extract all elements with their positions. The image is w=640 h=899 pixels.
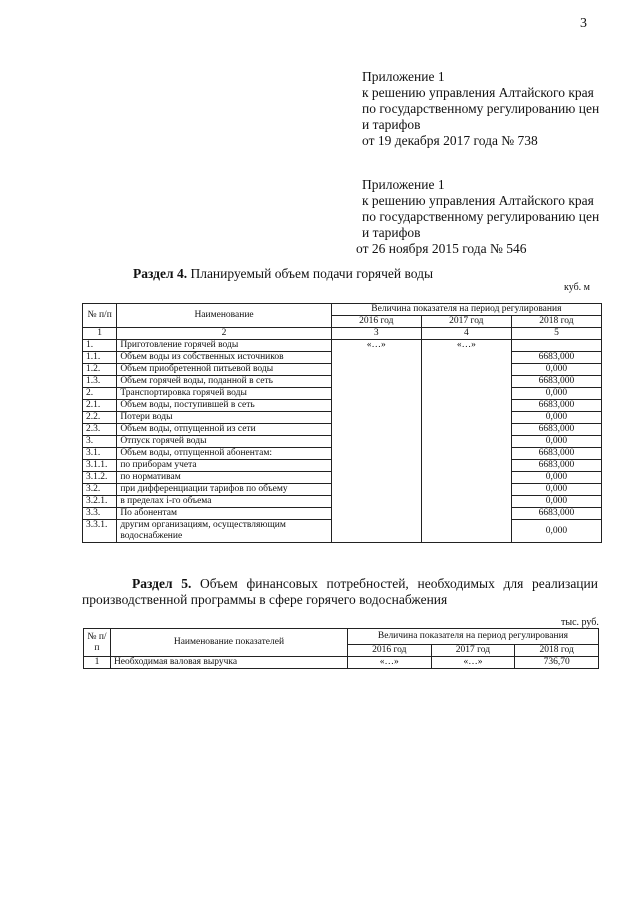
header-2016: 2016 год	[331, 316, 421, 328]
annex-line: по государственному регулированию цен	[362, 101, 600, 116]
annex-date: от 26 ноября 2015 года № 546	[356, 241, 527, 256]
row-name: Объем воды из собственных источников	[117, 352, 331, 364]
header-2016: 2016 год	[347, 645, 431, 657]
column-number: 5	[511, 328, 601, 340]
row-name: По абонентам	[117, 508, 331, 520]
hot-water-volume-table	[82, 303, 602, 543]
annex-line: к решению управления Алтайского края	[362, 193, 594, 208]
row-num: 3.3.	[83, 508, 117, 520]
annex-title: Приложение 1	[362, 177, 445, 192]
section5-unit: тыс. руб.	[561, 617, 599, 628]
section4-title	[133, 266, 433, 282]
column-number: 4	[421, 328, 511, 340]
row-name: Потери воды	[117, 412, 331, 424]
header-name: Наименование показателей	[110, 629, 347, 657]
section4-unit: куб. м	[564, 282, 591, 293]
header-period-group: Величина показателя на период регулирования	[347, 629, 598, 645]
row-num: 1.	[83, 340, 117, 352]
header-period-group: Величина показателя на период регулирования	[331, 304, 601, 316]
row-name: Объем воды, отпущенной из сети	[117, 424, 331, 436]
header-2018: 2018 год	[511, 316, 601, 328]
value-2018	[511, 340, 601, 352]
row-num: 3.	[83, 436, 117, 448]
row-num: 2.2.	[83, 412, 117, 424]
row-num: 1	[84, 657, 111, 669]
value-2017-merged: «…»	[421, 340, 511, 543]
annex-line: к решению управления Алтайского края	[362, 85, 594, 100]
row-num: 3.2.	[83, 484, 117, 496]
value-2016: «…»	[347, 657, 431, 669]
section5-number: Раздел 5.	[132, 576, 192, 591]
financial-needs-table	[83, 628, 599, 669]
value-2018: 6683,000	[511, 424, 601, 436]
value-2018: 0,000	[511, 412, 601, 424]
value-2018: 0,000	[511, 388, 601, 400]
row-name: Объем горячей воды, поданной в сеть	[117, 376, 331, 388]
row-num: 3.1.	[83, 448, 117, 460]
value-2018: 736,70	[515, 657, 599, 669]
row-num: 3.3.1.	[83, 520, 117, 543]
column-number: 2	[117, 328, 331, 340]
value-2018: 6683,000	[511, 400, 601, 412]
section4-heading: Планируемый объем подачи горячей воды	[187, 266, 434, 281]
row-name: Объем воды, отпущенной абонентам:	[117, 448, 331, 460]
annex-line: по государственному регулированию цен	[362, 209, 600, 224]
row-name: Отпуск горячей воды	[117, 436, 331, 448]
header-2017: 2017 год	[431, 645, 515, 657]
header-num: № п/п	[83, 304, 117, 328]
row-name: по приборам учета	[117, 460, 331, 472]
column-number: 3	[331, 328, 421, 340]
row-num: 2.3.	[83, 424, 117, 436]
value-2018: 6683,000	[511, 508, 601, 520]
table-row	[83, 340, 602, 352]
value-2018: 6683,000	[511, 376, 601, 388]
row-name: Объем воды, поступившей в сеть	[117, 400, 331, 412]
value-2018: 0,000	[511, 472, 601, 484]
value-2018: 6683,000	[511, 460, 601, 472]
row-num: 1.3.	[83, 376, 117, 388]
value-2018: 0,000	[511, 520, 601, 543]
row-num: 1.1.	[83, 352, 117, 364]
column-number-row	[83, 328, 602, 340]
value-2018: 0,000	[511, 436, 601, 448]
row-name: Необходимая валовая выручка	[110, 657, 347, 669]
page-number: 3	[580, 16, 587, 31]
value-2018: 6683,000	[511, 352, 601, 364]
row-num: 1.2.	[83, 364, 117, 376]
row-name: по нормативам	[117, 472, 331, 484]
table-row	[84, 657, 599, 669]
annex-header-current	[362, 69, 632, 149]
header-2017: 2017 год	[421, 316, 511, 328]
column-number: 1	[83, 328, 117, 340]
row-num: 3.2.1.	[83, 496, 117, 508]
row-num: 2.	[83, 388, 117, 400]
annex-date: от 19 декабря 2017 года № 738	[362, 133, 538, 148]
row-name: в пределах i-го объема	[117, 496, 331, 508]
row-num: 2.1.	[83, 400, 117, 412]
header-num: № п/п	[84, 629, 111, 657]
value-2016-merged: «…»	[331, 340, 421, 543]
header-name: Наименование	[117, 304, 331, 328]
annex-title: Приложение 1	[362, 69, 445, 84]
row-name: Транспортировка горячей воды	[117, 388, 331, 400]
row-name: Объем приобретенной питьевой воды	[117, 364, 331, 376]
row-name: при дифференциации тарифов по объему	[117, 484, 331, 496]
row-name: другим организациям, осуществляющим водоснабжение	[117, 520, 331, 543]
annex-line: и тарифов	[362, 117, 421, 132]
section4-number: Раздел 4.	[133, 266, 188, 281]
section5-heading: Объем финансовых потребностей, необходимых для реализации производственной программы в сфере горячего водоснабжения	[82, 576, 598, 607]
table-header-row	[84, 629, 599, 645]
annex-line: и тарифов	[362, 225, 421, 240]
value-2018: 0,000	[511, 364, 601, 376]
row-name: Приготовление горячей воды	[117, 340, 331, 352]
table-header-row	[83, 304, 602, 316]
row-num: 3.1.1.	[83, 460, 117, 472]
row-num: 3.1.2.	[83, 472, 117, 484]
annex-header-original	[356, 177, 632, 257]
header-2018: 2018 год	[515, 645, 599, 657]
value-2018: 0,000	[511, 496, 601, 508]
section5-title	[82, 576, 598, 608]
value-2018: 6683,000	[511, 448, 601, 460]
value-2018: 0,000	[511, 484, 601, 496]
value-2017: «…»	[431, 657, 515, 669]
